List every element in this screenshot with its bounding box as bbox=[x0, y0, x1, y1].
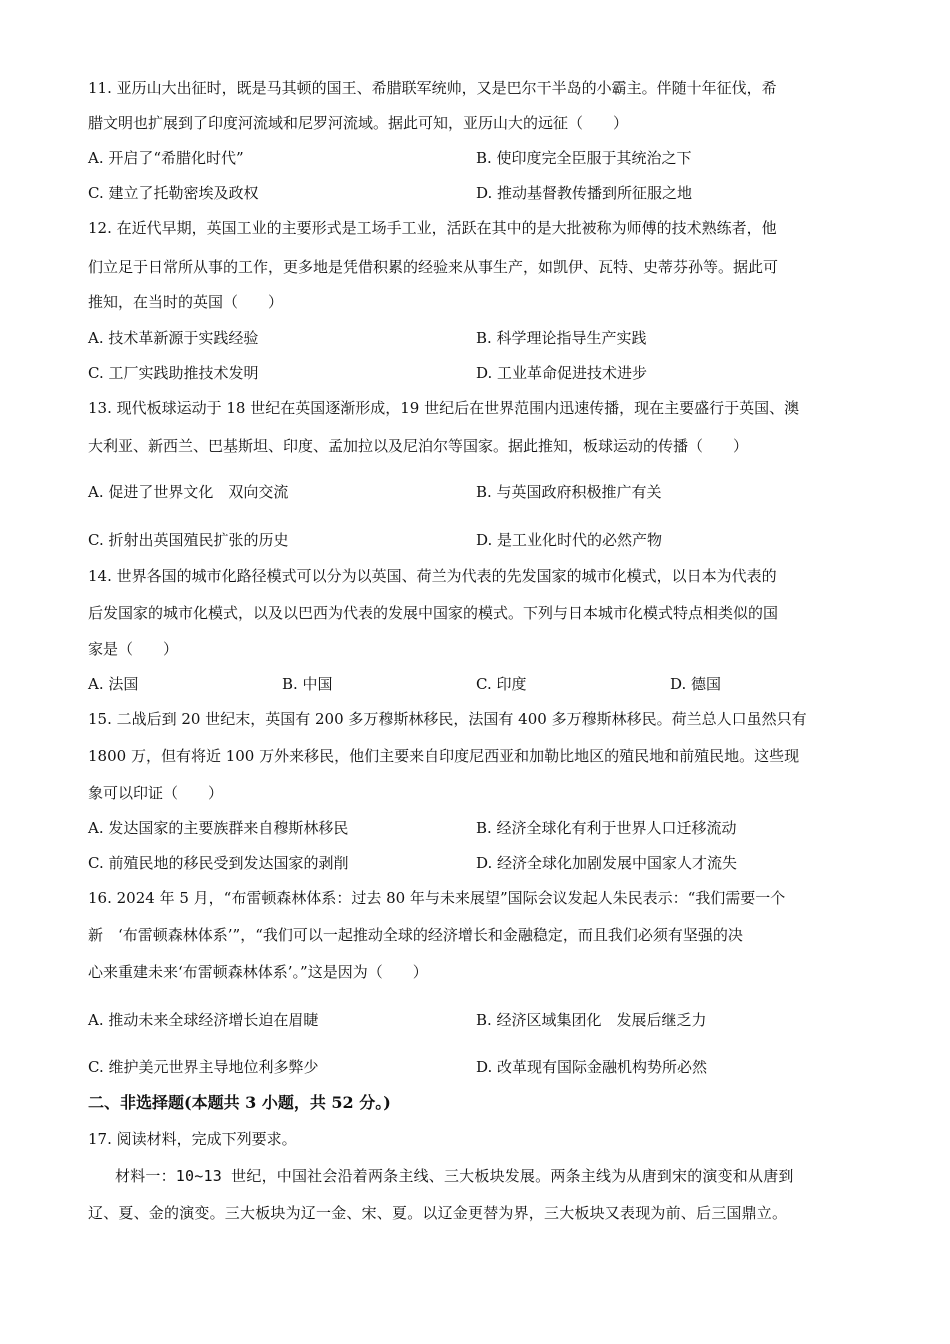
question-stem-line: 大利亚、新西兰、巴基斯坦、印度、孟加拉以及尼泊尔等国家。据此推知，板球运动的传播（ ） bbox=[88, 437, 749, 455]
option-d: D. 推动基督教传播到所征服之地 bbox=[476, 184, 693, 202]
option-d: D. 德国 bbox=[670, 675, 722, 693]
option-d: D. 工业革命促进技术进步 bbox=[476, 364, 648, 382]
question-stem-line: 象可以印证（ ） bbox=[88, 784, 224, 802]
material-line: 辽、夏、金的演变。三大板块为辽一金、宋、夏。以辽金更替为界，三大板块又表现为前、后三国鼎立。 bbox=[88, 1204, 788, 1222]
option-c: C. 维护美元世界主导地位利多弊少 bbox=[88, 1058, 319, 1076]
section-heading: 二、非选择题(本题共 3 小题，共 52 分。) bbox=[88, 1093, 391, 1112]
option-b: B. 经济全球化有利于世界人口迁移流动 bbox=[476, 819, 737, 837]
material-line: 材料一：10~13 世纪，中国社会沿着两条主线、三大板块发展。两条主线为从唐到宋的演变和从唐到 bbox=[115, 1167, 794, 1185]
question-stem-line: 推知，在当时的英国（ ） bbox=[88, 293, 284, 311]
option-a: A. 开启了“希腊化时代” bbox=[88, 149, 244, 167]
question-stem-line: 后发国家的城市化模式，以及以巴西为代表的发展中国家的模式。下列与日本城市化模式特点相类似的国 bbox=[88, 604, 779, 622]
option-a: A. 促进了世界文化 双向交流 bbox=[88, 483, 289, 501]
question-stem-line: 14. 世界各国的城市化路径模式可以分为以英国、荷兰为代表的先发国家的城市化模式，以日本为代表的 bbox=[88, 567, 777, 585]
question-stem-line: 15. 二战后到 20 世纪末，英国有 200 多万穆斯林移民，法国有 400 多万穆斯林移民。荷兰总人口虽然只有 bbox=[88, 710, 807, 728]
option-b: B. 使印度完全臣服于其统治之下 bbox=[476, 149, 692, 167]
question-17-intro: 17. 阅读材料，完成下列要求。 bbox=[88, 1130, 297, 1148]
option-c: C. 前殖民地的移民受到发达国家的剥削 bbox=[88, 854, 349, 872]
question-stem-line: 1800 万，但有将近 100 万外来移民，他们主要来自印度尼西亚和加勒比地区的殖民地和前殖民地。这些现 bbox=[88, 747, 800, 765]
option-a: A. 技术革新源于实践经验 bbox=[88, 329, 259, 347]
option-c: C. 建立了托勒密埃及政权 bbox=[88, 184, 259, 202]
option-c: C. 折射出英国殖民扩张的历史 bbox=[88, 531, 289, 549]
question-stem-line: 们立足于日常所从事的工作，更多地是凭借积累的经验来从事生产，如凯伊、瓦特、史蒂芬孙等。据此可 bbox=[88, 258, 779, 276]
question-stem-line: 心来重建未来‘布雷顿森林体系’。”这是因为（ ） bbox=[88, 963, 428, 981]
option-b: B. 中国 bbox=[282, 675, 333, 693]
option-d: D. 经济全球化加剧发展中国家人才流失 bbox=[476, 854, 738, 872]
option-a: A. 推动未来全球经济增长迫在眉睫 bbox=[88, 1011, 319, 1029]
option-a: A. 发达国家的主要族群来自穆斯林移民 bbox=[88, 819, 349, 837]
question-stem-line: 13. 现代板球运动于 18 世纪在英国逐渐形成，19 世纪后在世界范围内迅速传播，现在主要盛行于英国、澳 bbox=[88, 399, 800, 417]
question-stem-line: 腊文明也扩展到了印度河流域和尼罗河流域。据此可知，亚历山大的远征（ ） bbox=[88, 114, 629, 132]
question-stem-line: 12. 在近代早期，英国工业的主要形式是工场手工业，活跃在其中的是大批被称为师傅的技术熟练者，他 bbox=[88, 219, 777, 237]
question-stem-line: 家是（ ） bbox=[88, 640, 179, 658]
option-d: D. 是工业化时代的必然产物 bbox=[476, 531, 663, 549]
option-d: D. 改革现有国际金融机构势所必然 bbox=[476, 1058, 708, 1076]
option-c: C. 印度 bbox=[476, 675, 527, 693]
question-stem-line: 16. 2024 年 5 月，“布雷顿森林体系：过去 80 年与未来展望”国际会议发起人朱民表示：“我们需要一个 bbox=[88, 889, 786, 907]
option-b: B. 科学理论指导生产实践 bbox=[476, 329, 647, 347]
question-stem-line: 11. 亚历山大出征时，既是马其顿的国王、希腊联军统帅，又是巴尔干半岛的小霸主。伴随十年征伐，希 bbox=[88, 79, 777, 97]
option-b: B. 经济区域集团化 发展后继乏力 bbox=[476, 1011, 707, 1029]
question-stem-line: 新 ‘布雷顿森林体系’”，“我们可以一起推动全球的经济增长和金融稳定，而且我们必须有坚强的决 bbox=[88, 926, 743, 944]
option-b: B. 与英国政府积极推广有关 bbox=[476, 483, 662, 501]
option-c: C. 工厂实践助推技术发明 bbox=[88, 364, 259, 382]
option-a: A. 法国 bbox=[88, 675, 139, 693]
